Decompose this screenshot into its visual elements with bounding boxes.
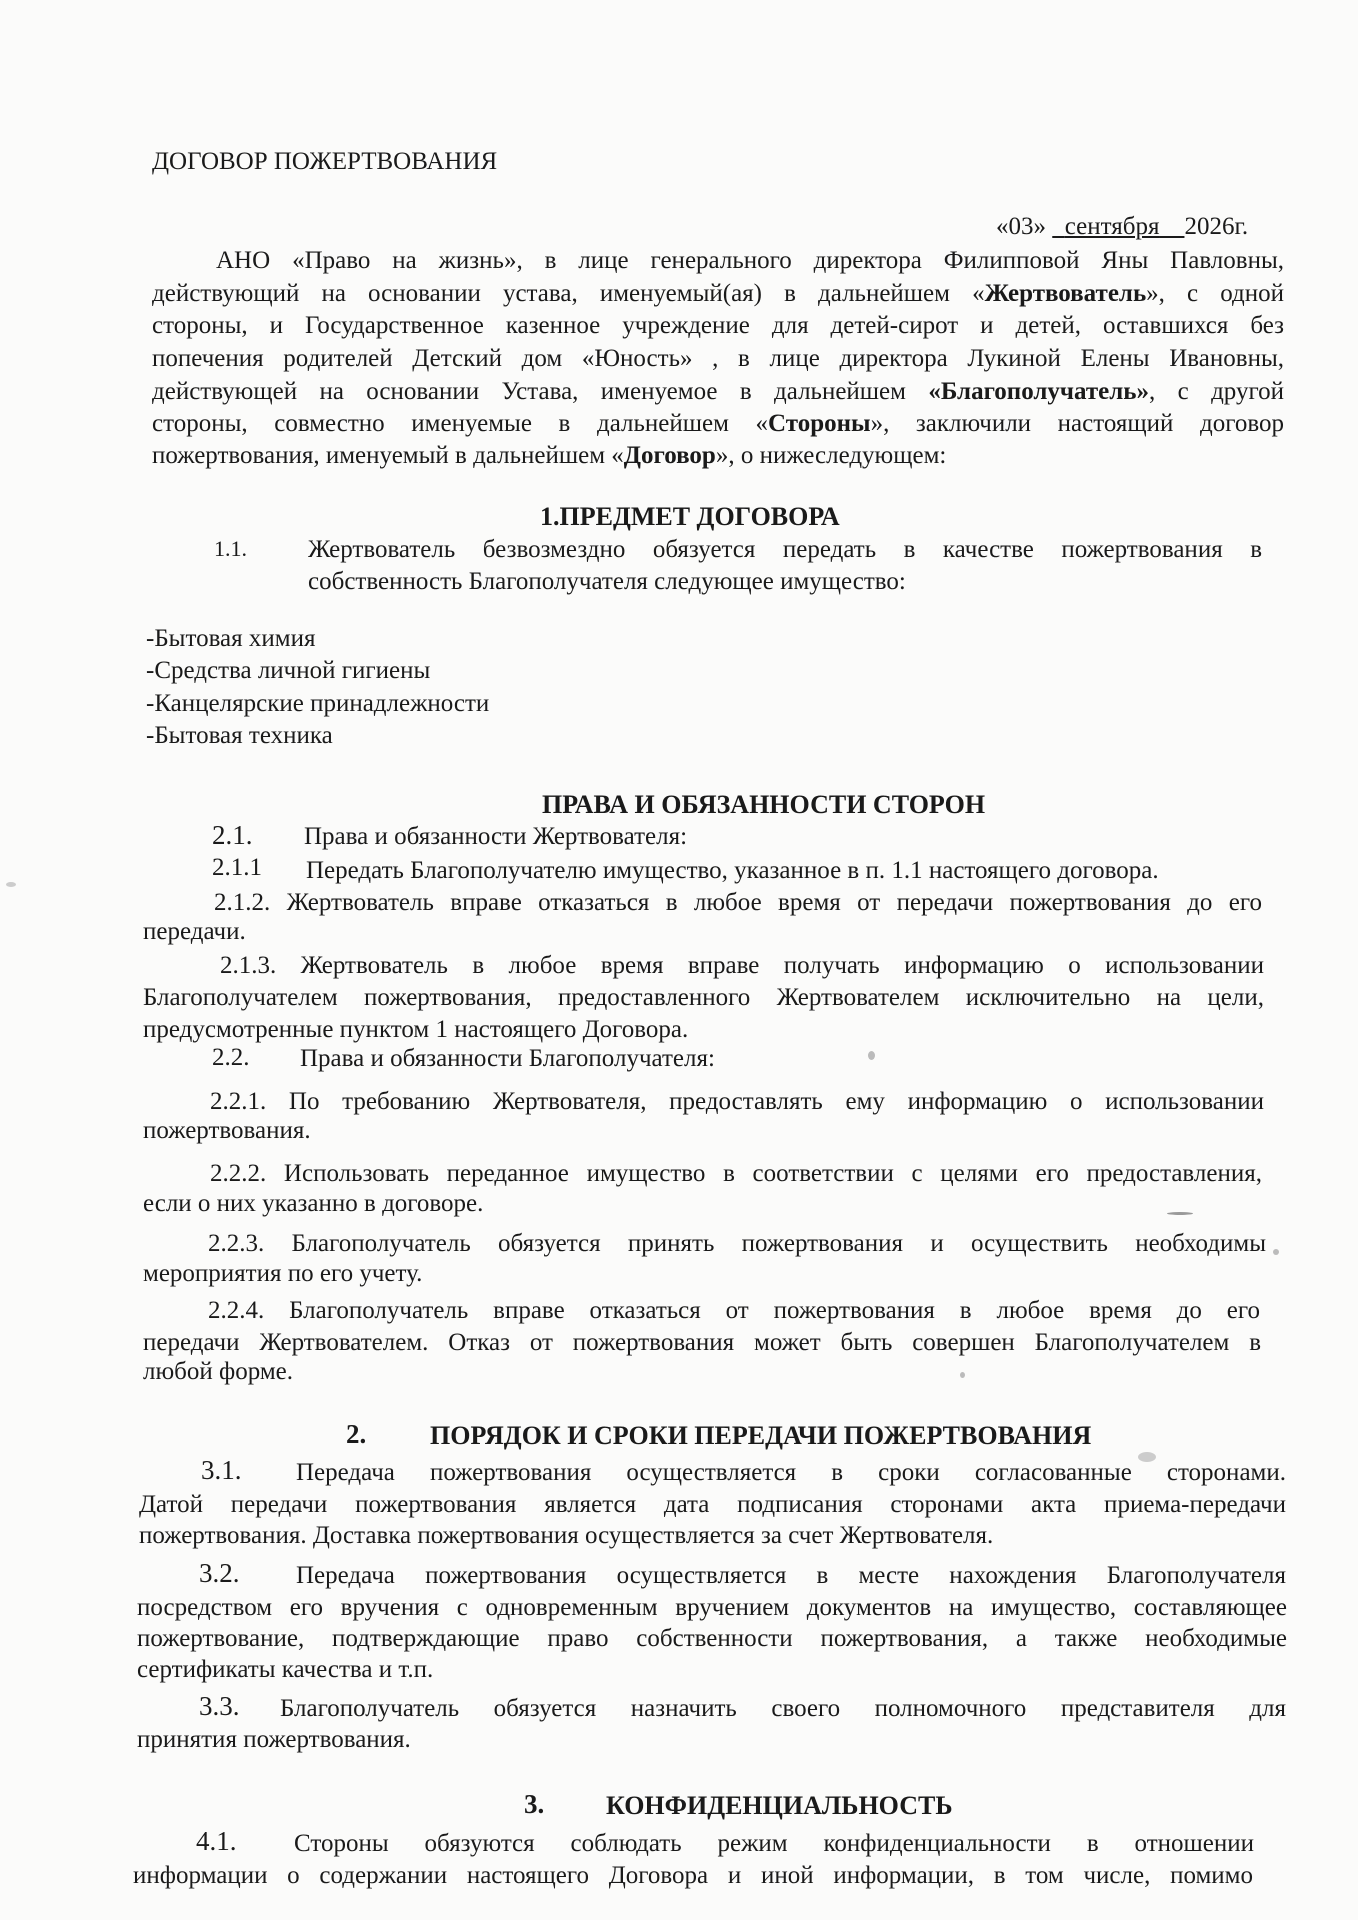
- beneficiary-term: «Благополучатель»: [928, 378, 1149, 405]
- preamble-line: действующий на основании устава, именуемый(ая) в дальнейшем «Жертвователь», с одной: [152, 280, 1284, 307]
- section-heading: КОНФИДЕНЦИАЛЬНОСТЬ: [606, 1791, 953, 1820]
- date-month: сентября: [1064, 213, 1160, 240]
- scan-speck: [868, 1051, 875, 1060]
- clause-text: 2.2.4. Благополучатель вправе отказаться от пожертвования в любое время до его: [208, 1297, 1260, 1324]
- clause-text: Датой передачи пожертвования является дата подписания сторонами акта приема-передачи: [139, 1491, 1286, 1518]
- clause-text: 2.1.3. Жертвователь в любое время вправе получать информацию о использовании: [220, 952, 1264, 979]
- clause-text: Жертвователь безвозмездно обязуется передать в качестве пожертвования в: [308, 536, 1262, 563]
- section-number: 2.: [346, 1419, 367, 1449]
- clause-text: 2.2.1. По требованию Жертвователя, предоставлять ему информацию о использовании: [210, 1088, 1264, 1115]
- clause-text: любой форме.: [143, 1358, 293, 1385]
- preamble-line: пожертвования, именуемый в дальнейшем «Договор», о нижеследующем:: [152, 442, 947, 469]
- list-item: -Бытовая химия: [146, 625, 316, 652]
- clause-text: сертификаты качества и т.п.: [137, 1656, 434, 1683]
- clause-text: информации о содержании настоящего Договора и иной информации, в том числе, помимо: [133, 1862, 1253, 1889]
- preamble-line: действующей на основании Устава, именуемое в дальнейшем «Благополучатель», с другой: [152, 378, 1284, 405]
- clause-text: 2.1.2. Жертвователь вправе отказаться в любое время от передачи пожертвования до его: [214, 889, 1262, 916]
- clause-text: Права и обязанности Жертвователя:: [304, 823, 688, 850]
- date-year: 2026г.: [1184, 213, 1249, 240]
- list-item: -Канцелярские принадлежности: [146, 690, 490, 717]
- clause-text: Стороны обязуются соблюдать режим конфиденциальности в отношении: [294, 1830, 1254, 1857]
- clause-text: Передача пожертвования осуществляется в сроки согласованные сторонами.: [296, 1459, 1286, 1486]
- clause-text: посредством его вручения с одновременным вручением документов на имущество, составляющее: [137, 1594, 1287, 1621]
- clause-number: 3.1.: [201, 1455, 242, 1485]
- clause-text: 2.2.3. Благополучатель обязуется принять пожертвования и осуществить необходимы: [208, 1230, 1266, 1257]
- section-heading: ПОРЯДОК И СРОКИ ПЕРЕДАЧИ ПОЖЕРТВОВАНИЯ: [430, 1421, 1092, 1450]
- preamble-line: АНО «Право на жизнь», в лице генерального директора Филипповой Яны Павловны,: [216, 247, 1284, 274]
- clause-number: 1.1.: [214, 536, 247, 561]
- preamble-line: стороны, и Государственное казенное учреждение для детей-сирот и детей, оставшихся без: [152, 312, 1284, 339]
- preamble-line: попечения родителей Детский дом «Юность» , в лице директора Лукиной Елены Ивановны,: [152, 345, 1284, 372]
- clause-number: 2.1.1: [212, 854, 262, 881]
- clause-text: Передать Благополучателю имущество, указанное в п. 1.1 настоящего договора.: [306, 857, 1159, 884]
- clause-text: передачи.: [143, 918, 246, 945]
- scan-speck: [6, 882, 16, 887]
- preamble-line: стороны, совместно именуемые в дальнейшем «Стороны», заключили настоящий договор: [152, 410, 1284, 437]
- scan-speck: [1167, 1212, 1193, 1215]
- list-item: -Средства личной гигиены: [146, 657, 431, 684]
- clause-text: Права и обязанности Благополучателя:: [300, 1045, 715, 1072]
- clause-text: Благополучателем пожертвования, предоставленного Жертвователем исключительно на цели,: [143, 984, 1264, 1011]
- contract-date: [996, 212, 1248, 242]
- clause-text: мероприятия по его учету.: [143, 1260, 423, 1287]
- clause-text: пожертвования. Доставка пожертвования осуществляется за счет Жертвователя.: [139, 1522, 994, 1549]
- scan-speck: [960, 1372, 965, 1378]
- clause-number: 4.1.: [196, 1826, 237, 1856]
- section-number: 3.: [524, 1789, 545, 1819]
- section-heading: ПРАВА И ОБЯЗАННОСТИ СТОРОН: [542, 790, 986, 819]
- clause-text: пожертвование, подтверждающие право собственности пожертвования, а также необходимые: [137, 1625, 1287, 1652]
- clause-text: принятия пожертвования.: [137, 1726, 411, 1753]
- parties-term: Стороны: [768, 410, 871, 437]
- clause-text: Передача пожертвования осуществляется в месте нахождения Благополучателя: [296, 1562, 1286, 1589]
- clause-number: 2.2.: [212, 1044, 250, 1071]
- document-title: ДОГОВОР ПОЖЕРТВОВАНИЯ: [152, 148, 498, 175]
- clause-text: собственность Благополучателя следующее имущество:: [308, 568, 906, 595]
- scan-speck: [1273, 1249, 1279, 1255]
- clause-number: 3.2.: [199, 1558, 240, 1588]
- donor-term: Жертвователь: [984, 280, 1147, 307]
- clause-number: 2.1.: [212, 820, 253, 850]
- section-heading: 1.ПРЕДМЕТ ДОГОВОРА: [540, 502, 840, 531]
- date-day: «03»: [996, 213, 1046, 240]
- clause-text: 2.2.2. Использовать переданное имущество в соответствии с целями его предоставления,: [210, 1160, 1262, 1187]
- clause-text: предусмотренные пунктом 1 настоящего Договора.: [143, 1016, 689, 1043]
- list-item: -Бытовая техника: [146, 722, 333, 749]
- clause-text: передачи Жертвователем. Отказ от пожертвования может быть совершен Благополучателем в: [143, 1329, 1261, 1356]
- contract-term: Договор: [623, 442, 716, 469]
- clause-text: пожертвования.: [143, 1117, 311, 1144]
- clause-number: 3.3.: [199, 1691, 240, 1721]
- clause-text: Благополучатель обязуется назначить своего полномочного представителя для: [280, 1695, 1286, 1722]
- clause-text: если о них указанно в договоре.: [143, 1190, 484, 1217]
